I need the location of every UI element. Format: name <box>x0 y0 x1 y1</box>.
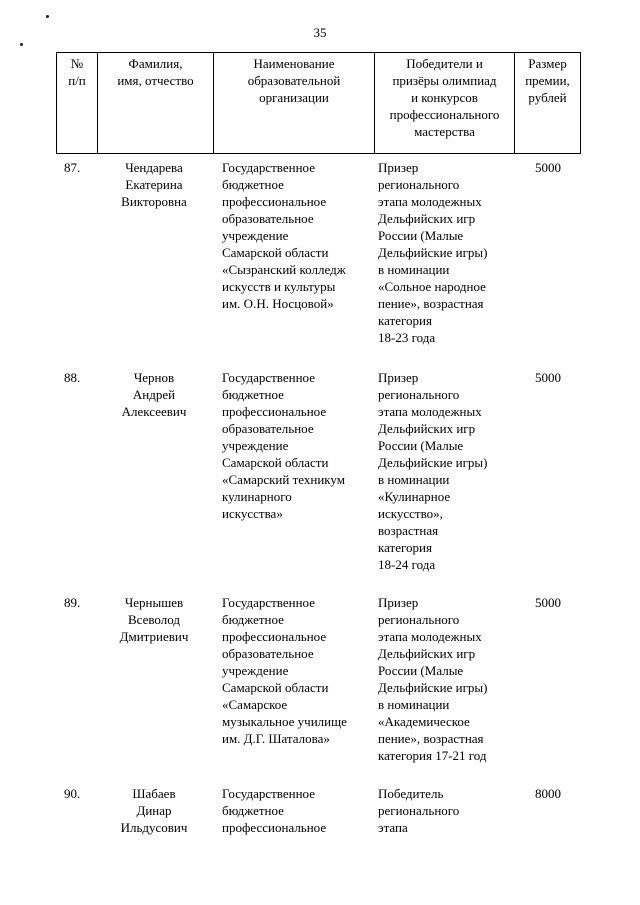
row-award: Призер регионального этапа молодежных Дельфийских игр России (Малые Дельфийские игры) в номинации «Академическое пение», возрастная категория 17-21 год <box>378 595 488 763</box>
row-organization: Государственное бюджетное профессиональное образовательное учреждение Самарской области «Сызранский колледж искусств и культуры им. О.Н. Носцовой» <box>222 160 346 311</box>
row-name: Шабаев Динар Ильдусович <box>120 786 188 835</box>
row-prize: 5000 <box>535 370 561 385</box>
header-cell-name: Фамилия, имя, отчество <box>97 52 214 154</box>
row-award: Призер регионального этапа молодежных Дельфийских игр России (Малые Дельфийские игры) в номинации «Сольное народное пение», возрастная категория 18-23 года <box>378 160 488 345</box>
row-prize: 5000 <box>535 595 561 610</box>
row-number: 87. <box>64 160 81 175</box>
row-name: Чернышев Всеволод Дмитриевич <box>119 595 189 644</box>
scan-artifact-dot <box>20 43 23 46</box>
row-prize: 8000 <box>535 786 561 801</box>
scan-artifact-dot <box>46 15 49 18</box>
row-prize: 5000 <box>535 160 561 175</box>
header-cell-number: № п/п <box>56 52 98 154</box>
row-organization: Государственное бюджетное профессиональное образовательное учреждение Самарской области «Самарский техникум кулинарного искусства» <box>222 370 345 521</box>
row-number: 90. <box>64 786 81 801</box>
header-cell-prize: Размер премии, рублей <box>514 52 581 154</box>
header-cell-award: Победители и призёры олимпиад и конкурсов профессионального мастерства <box>374 52 515 154</box>
row-name: Чендарева Екатерина Викторовна <box>121 160 187 209</box>
row-number: 88. <box>64 370 81 385</box>
row-number: 89. <box>64 595 81 610</box>
row-name: Чернов Андрей Алексеевич <box>121 370 187 419</box>
row-organization: Государственное бюджетное профессиональное образовательное учреждение Самарской области «Самарское музыкальное училище им. Д.Г. Шаталова» <box>222 595 347 746</box>
header-cell-organization: Наименование образовательной организации <box>213 52 375 154</box>
page-number: 35 <box>313 25 327 40</box>
row-award: Призер регионального этапа молодежных Дельфийских игр России (Малые Дельфийские игры) в номинации «Кулинарное искусство», возрастная категория 18-24 года <box>378 370 488 572</box>
row-award: Победитель регионального этапа <box>378 786 460 835</box>
row-organization: Государственное бюджетное профессиональное <box>222 786 327 835</box>
